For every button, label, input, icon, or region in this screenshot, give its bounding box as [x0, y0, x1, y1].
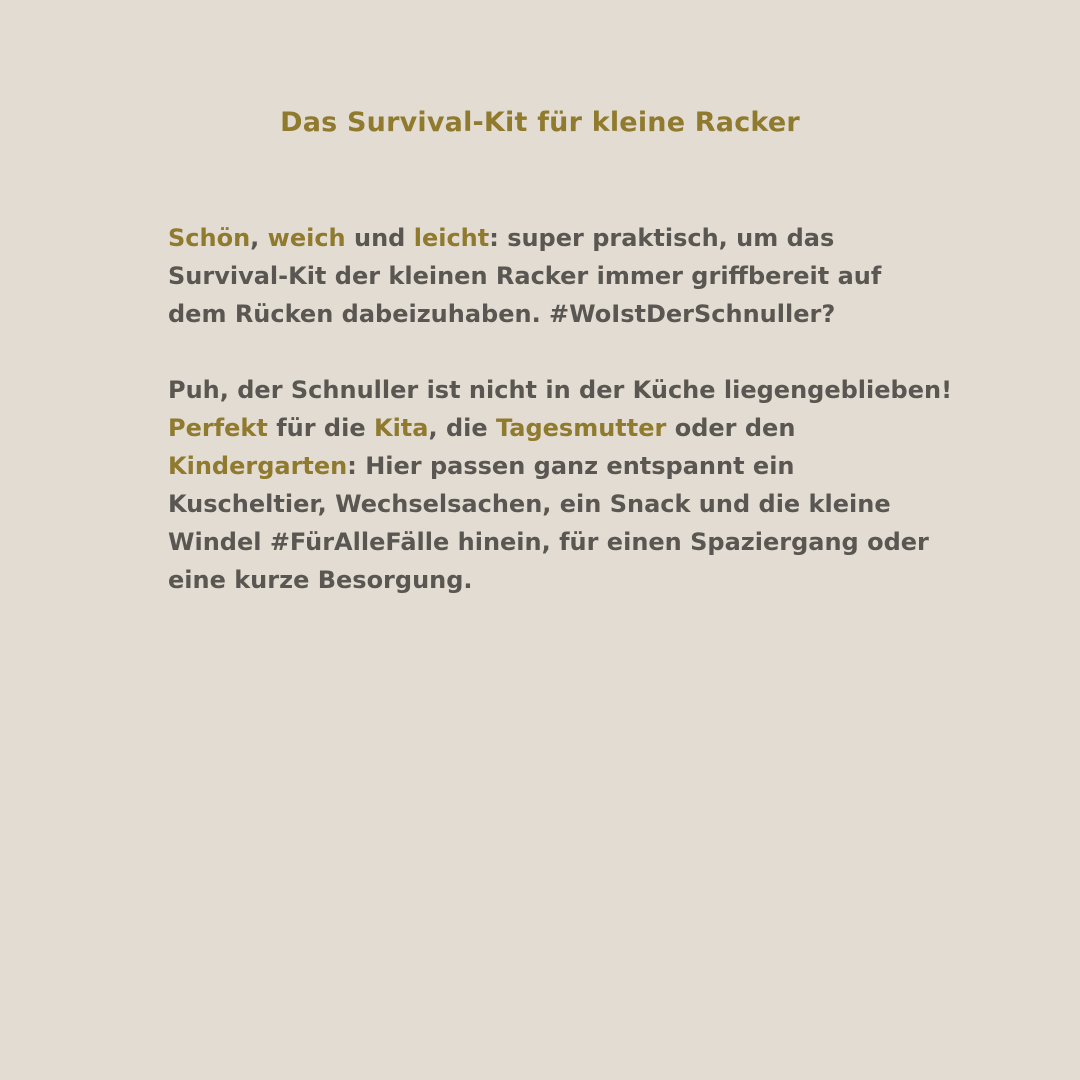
text-line: Survival-Kit der kleinen Racker immer griffbereit auf	[168, 262, 882, 290]
text-segment: : super praktisch, um das	[489, 224, 835, 252]
highlight-word: Kita	[373, 414, 429, 442]
text-line: Windel #FürAlleFälle hinein, für einen Spaziergang oder	[168, 528, 929, 556]
text-segment: , die	[428, 414, 496, 442]
text-line	[168, 447, 928, 485]
description-text	[168, 219, 953, 599]
page-title: Das Survival-Kit für kleine Racker	[280, 107, 800, 138]
text-segment: für die	[267, 414, 374, 442]
text-segment: oder den	[666, 414, 796, 442]
highlight-word: Schön	[168, 224, 251, 252]
paragraph-details	[168, 371, 953, 599]
text-line: dem Rücken dabeizuhaben. #WoIstDerSchnuller?	[168, 300, 836, 328]
paragraph-intro	[168, 219, 928, 333]
text-line	[168, 219, 928, 257]
text-segment: ,	[250, 224, 268, 252]
text-segment: : Hier passen ganz entspannt ein	[347, 452, 795, 480]
text-line: Kuscheltier, Wechselsachen, ein Snack und die kleine	[168, 490, 891, 518]
highlight-word: Kindergarten	[168, 452, 348, 480]
text-line: Puh, der Schnuller ist nicht in der Küche liegengeblieben!	[168, 376, 953, 404]
text-line: eine kurze Besorgung.	[168, 566, 473, 594]
text-line	[168, 409, 928, 447]
text-segment: und	[345, 224, 414, 252]
highlight-word: weich	[267, 224, 346, 252]
highlight-word: leicht	[413, 224, 490, 252]
highlight-word: Perfekt	[168, 414, 268, 442]
highlight-word: Tagesmutter	[496, 414, 667, 442]
